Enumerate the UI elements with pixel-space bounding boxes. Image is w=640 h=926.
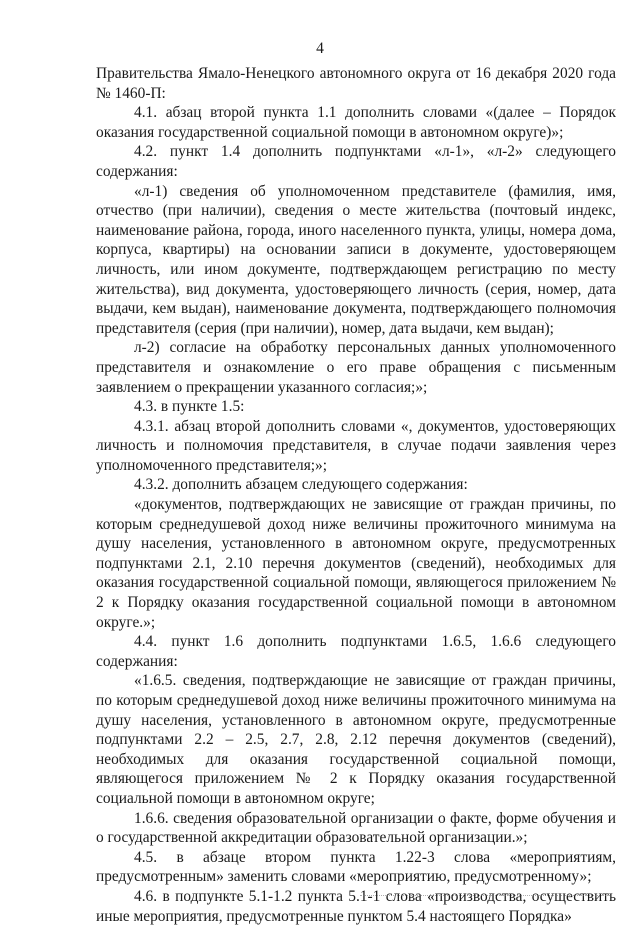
paragraph-1-6-5: «1.6.5. сведения, подтверждающие не зависящие от граждан причины, по которым среднедушевой доход ниже величины прожиточного минимума на душу населения, установленного в автономном округе, предусмотренные подпунктами 2.2 – 2.5, 2.7, 2.8, 2.12 перечня документов (сведений), необходимых для оказания государственной социальной помощи, являющегося приложением № 2 к Порядку оказания государственной социальной помощи в автономном округе;: [96, 672, 616, 807]
scan-edge-mark: [360, 895, 610, 898]
paragraph-4-3-2: 4.3.2. дополнить абзацем следующего содержания:: [134, 476, 468, 494]
paragraph-l2: л-2) согласие на обработку персональных данных уполномоченного представителя и ознакомление о его праве обращения с письменным заявлением о прекращении указанного согласия;»;: [96, 339, 616, 396]
paragraph-4-6: 4.6. в подпункте 5.1-1.2 пункта 5.1-1 слова «производства, осуществить иные мероприятия, предусмотренные пунктом 5.4 настоящего Порядка»: [96, 887, 616, 925]
paragraph-1-6-6: 1.6.6. сведения образовательной организации о факте, форме обучения и о государственной аккредитации образовательной организации.»;: [96, 809, 616, 847]
paragraph-4-1: 4.1. абзац второй пункта 1.1 дополнить словами «(далее – Порядок оказания государственной социальной помощи в автономном округе)»;: [96, 104, 616, 141]
paragraph-continuation: Правительства Ямало-Ненецкого автономного округа от 16 декабря 2020 года № 1460-П:: [96, 65, 616, 102]
paragraph-4-4: 4.4. пункт 1.6 дополнить подпунктами 1.6.5, 1.6.6 следующего содержания:: [96, 633, 616, 670]
paragraph-documents: «документов, подтверждающих не зависящие от граждан причины, по которым среднедушевой доход ниже величины прожиточного минимума на душу населения, установленного в автономном округе, предусмотренных подпунктами 2.1, 2.10 перечня документов (сведений), необходимых для оказания государственной социальной помощи, являющегося приложением № 2 к Порядку оказания государственной социальной помощи в автономном округе.»;: [96, 496, 616, 631]
paragraph-4-3-1: 4.3.1. абзац второй дополнить словами «, документов, удостоверяющих личность и полномочия представителя, в случае подачи заявления через уполномоченного представителя;»;: [96, 417, 616, 474]
paragraph-4-3: 4.3. в пункте 1.5:: [134, 398, 245, 416]
paragraph-l1: «л-1) сведения об уполномоченном представителе (фамилия, имя, отчество (при наличии), сведения о месте жительства (почтовый индекс, наименование района, города, иного населенного пункта, улицы, номера дома, корпуса, квартиры) на основании записи в документе, удостоверяющем личность, или ином документе, подтверждающем регистрацию по месту жительства), вид документа, удостоверяющего личность (серия, номер, дата выдачи, кем выдан), наименование документа, подтверждающего полномочия представителя (серия (при наличии), номер, дата выдачи, кем выдан);: [96, 182, 616, 337]
document-body: [96, 64, 616, 926]
paragraph-4-5: 4.5. в абзаце втором пункта 1.22-3 слова «мероприятиям, предусмотренным» заменить словами «мероприятию, предусмотренному»;: [96, 848, 616, 886]
page-number: 4: [316, 40, 324, 57]
paragraph-4-2: 4.2. пункт 1.4 дополнить подпунктами «л-1», «л-2» следующего содержания:: [96, 143, 616, 180]
